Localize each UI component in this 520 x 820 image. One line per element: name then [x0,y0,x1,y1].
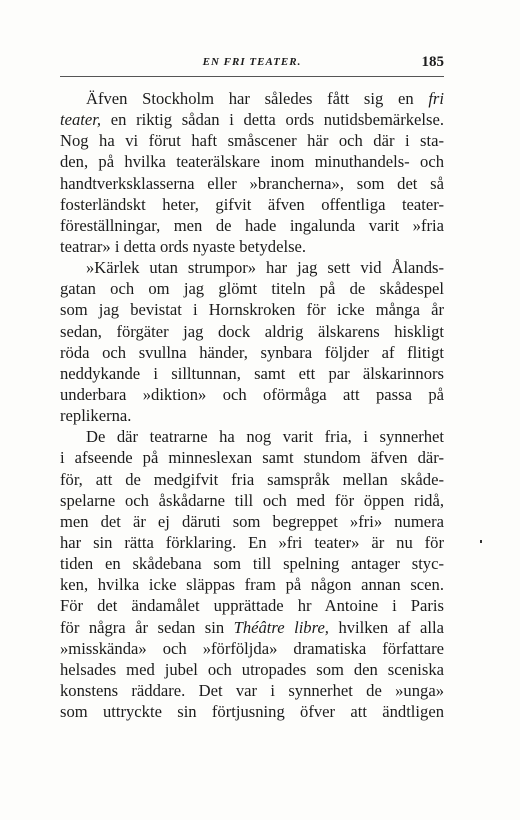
text-line: för några år sedan sin Théâtre libre, hvilken af alla [60,617,445,637]
text-line: Äfven Stockholm har således fått sig en fri [86,89,444,108]
body-text [60,88,444,722]
text-line: som jag bevistat i Hornskroken för icke många år [60,300,444,320]
print-speck [480,540,482,543]
text-line: som uttryckte sin förtjusning öfver att ändtligen [60,702,444,722]
text-line: tiden en skådebana som till spelning antager styc- [60,554,444,574]
text-line: För det ändamålet upprättade hr Antoine i Paris [60,596,444,616]
text-line: handtverksklasserna eller »brancherna», som det så [60,173,444,193]
text-line: underbara »diktion» och oförmåga att passa på [60,384,444,404]
text-line: De där teatrarne ha nog varit fria, i synnerhet [86,427,444,447]
text-line: »Kärlek utan strumpor» har jag sett vid Ålands- [86,258,444,278]
text-line: replikerna. [60,406,132,426]
text-line: röda och svullna händer, synbara följder af flitigt [60,342,444,362]
running-title: EN FRI TEATER. [202,56,302,68]
text-line: föreställningar, men de hade ingalunda varit »fria [60,215,444,235]
text-line: ken, hvilka icke släppas fram på någon annan scen. [60,575,444,595]
text-line: »misskända» och »förföljda» dramatiska författare [60,638,444,658]
text-line: spelarne och åskådarne till och med för öppen ridå, [60,490,444,510]
text-line: i afseende på minneslexan samt stundom äfven där- [60,448,444,468]
text-line: gatan och om jag glömt titeln på de skådespel [60,279,444,299]
page-number: 185 [421,54,444,70]
text-line: sedan, förgäter jag dock aldrig älskarens hiskligt [60,321,444,341]
text-line: teatrar» i detta ords nyaste betydelse. [60,236,307,256]
text-line: har sin rätta förklaring. En »fri teater» är nu för [60,532,444,552]
text-line: helsades med jubel och utropades som den sceniska [60,659,444,679]
text-line: konstens räddare. Det var i synnerhet de »unga» [60,680,444,700]
text-line: för, att de medgifvit fria samspråk mellan skåde- [60,469,444,489]
text-line: den, på hvilka teaterälskare inom minuthandels- och [60,152,444,172]
running-head [60,56,444,78]
header-rule [60,76,444,77]
text-line: men det är ej däruti som begreppet »fri» numera [60,511,444,531]
text-line: teater, en riktig sådan i detta ords nutidsbemärkelse. [60,110,444,130]
text-line: fosterländskt heter, gifvit äfven offentliga teater- [60,194,444,214]
text-line: Nog ha vi förut haft småscener här och där i sta- [60,131,444,151]
text-line: neddykande i silltunnan, samt ett par älskarinnors [60,363,444,383]
